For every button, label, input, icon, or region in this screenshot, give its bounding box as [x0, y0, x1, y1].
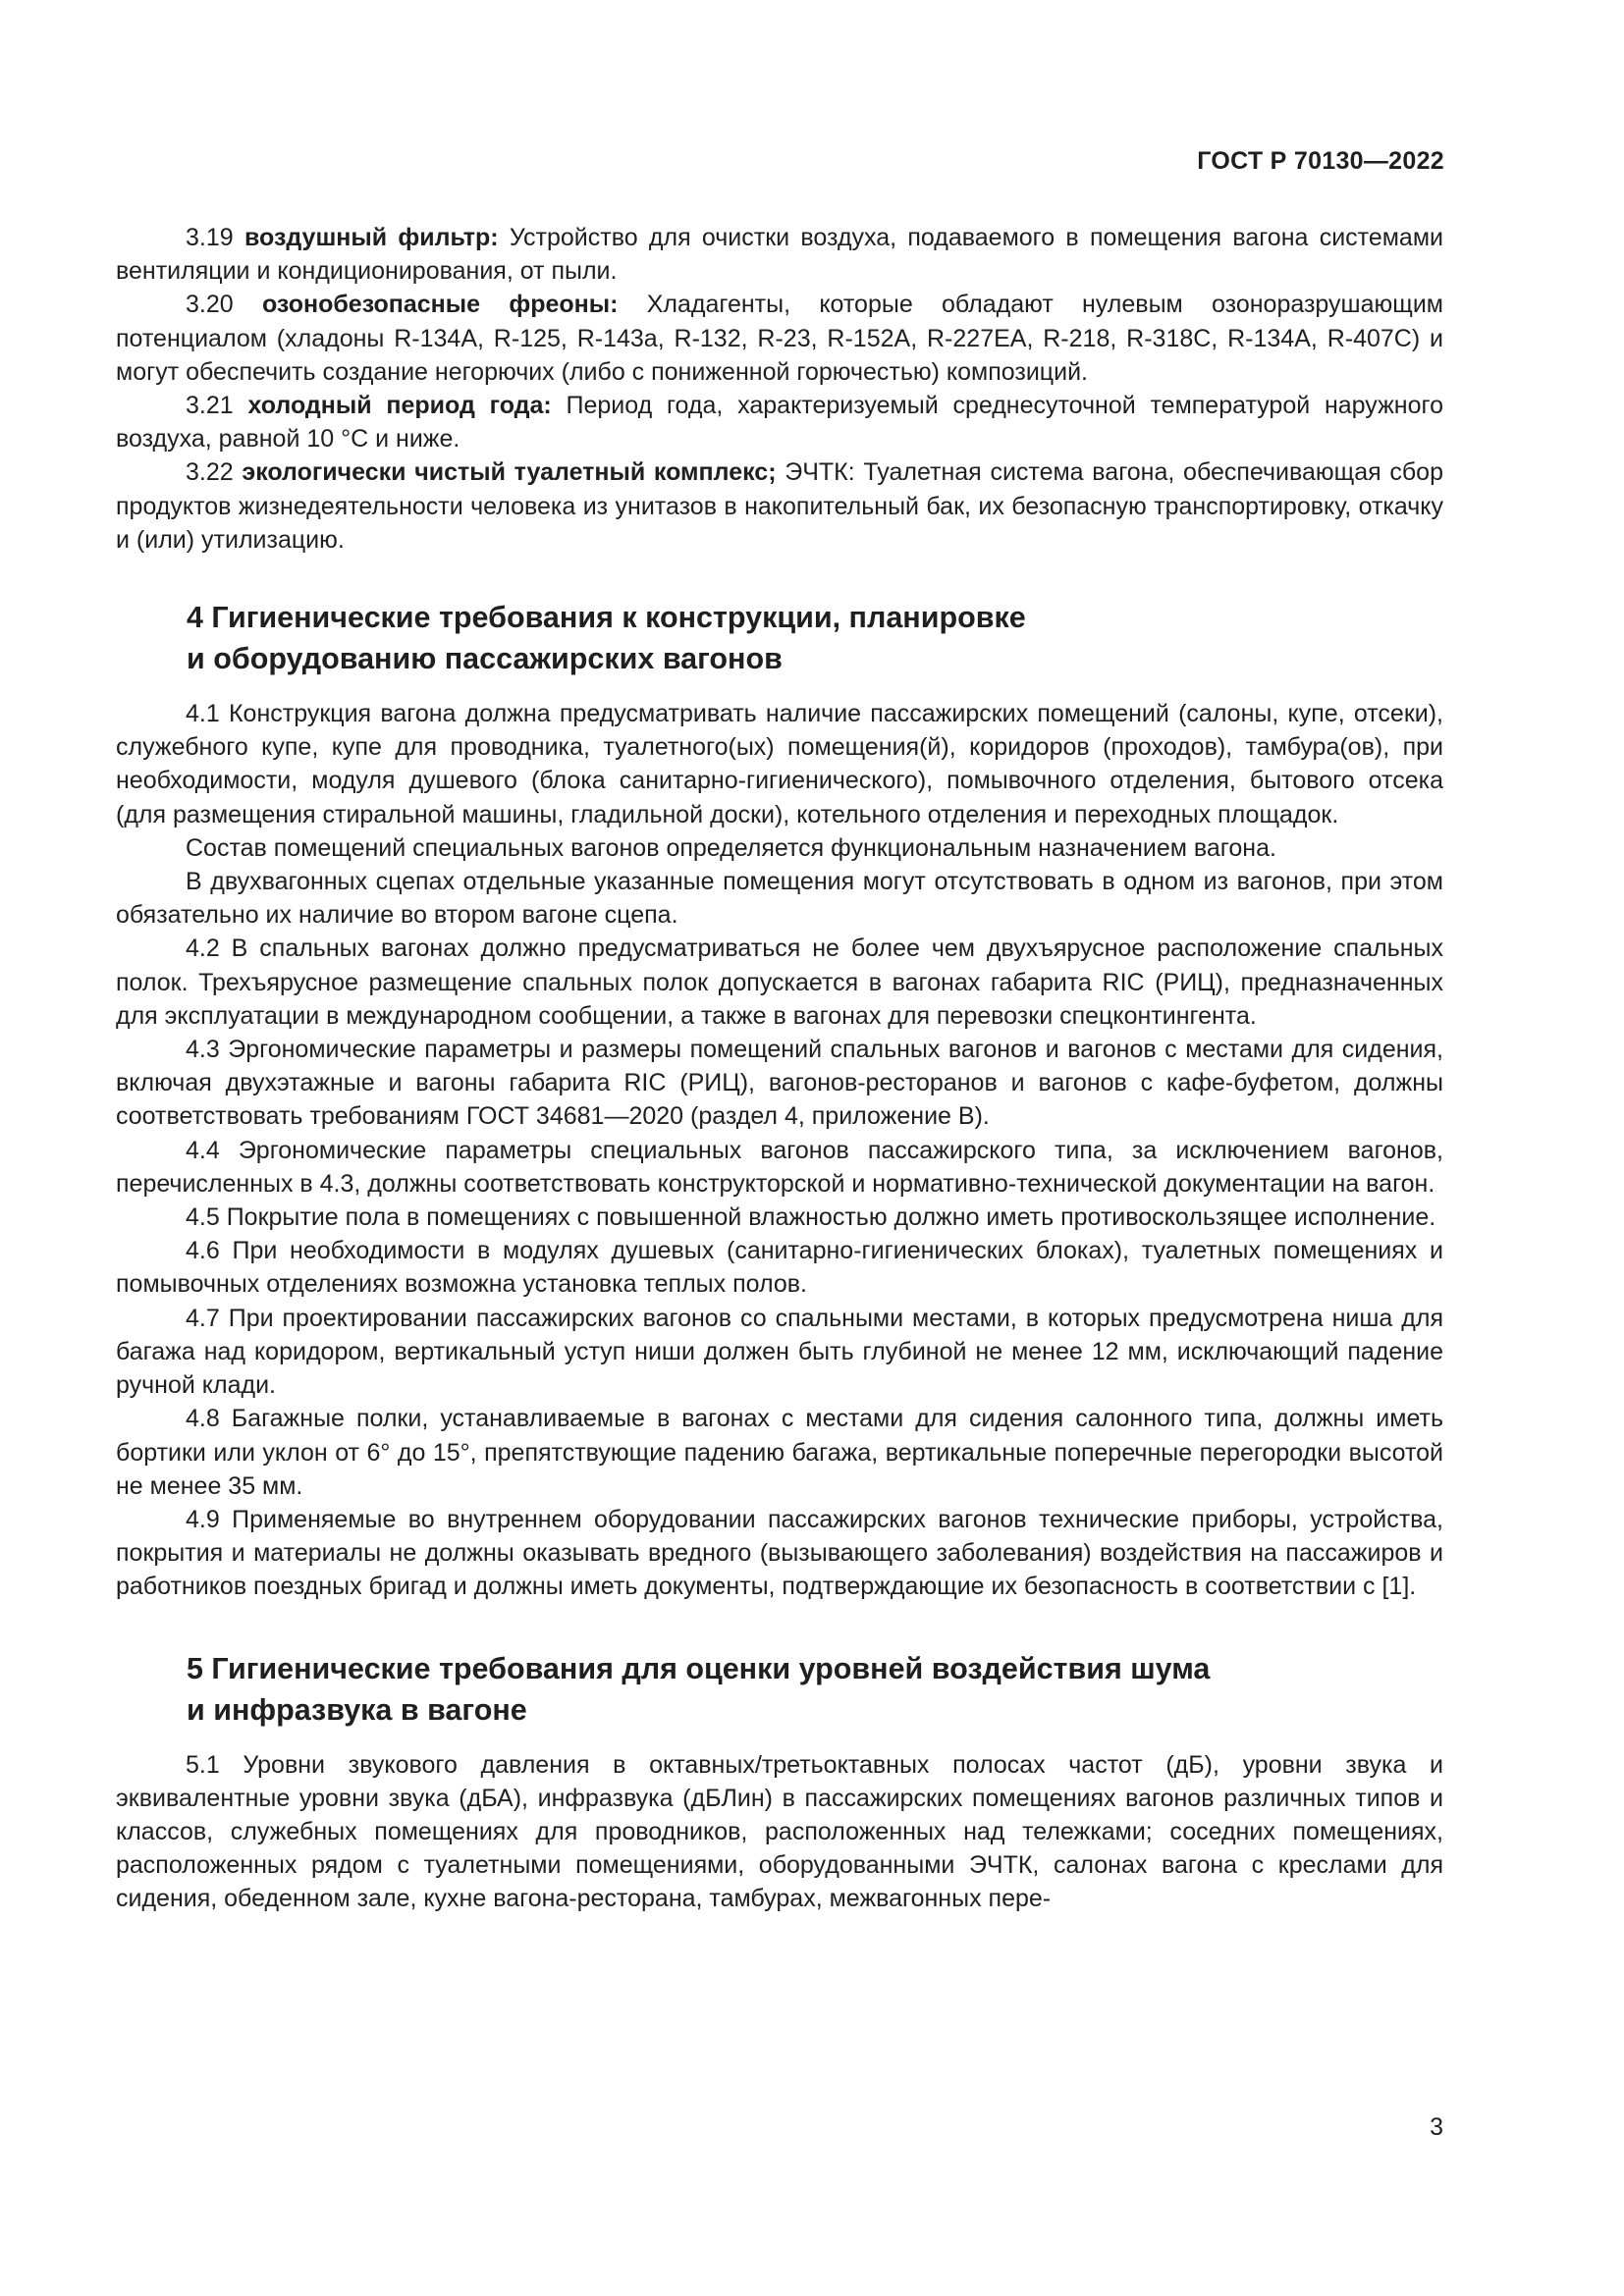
clause-4-1-two-car: В двухвагонных сцепах отдельные указанные помещения могут отсутствовать в одном из вагонов, при этом обязательно их наличие во втором вагоне сцепа. — [116, 868, 1443, 930]
term: экологически чистый туалетный комплекс; — [242, 458, 777, 487]
clause-5-1: 5.1 Уровни звукового давления в октавных/третьоктавных полосах частот (дБ), уровни звука и эквивалентные уровни звука (дБА), инфразвука (дБЛин) в пассажирских помещениях вагонов различных типов и классов, служебных помещениях для проводников, расположенных над тележками; соседних помещениях, расположенных рядом с туалетными помещениями, оборудованными ЭЧТК, салонах вагона с креслами для сидения, обеденном зале, кухне вагона-ресторана, тамбурах, межвагонных пере- — [116, 1750, 1443, 1913]
clause-4-4: 4.4 Эргономические параметры специальных вагонов пассажирского типа, за исключением вагонов, перечисленных в 4.3, должны соответствовать конструкторской и нормативно-технической документации на вагон. — [116, 1136, 1443, 1198]
clause-4-2: 4.2 В спальных вагонах должно предусматриваться не более чем двухъярусное расположение спальных полок. Трехъярусное размещение спальных полок допускается в вагонах габарита RIC (РИЦ), предназначенных для эксплуатации в международном сообщении, а также в вагонах для перевозки спецконтингента. — [116, 934, 1443, 1030]
term: озонобезопасные фреоны: — [261, 291, 619, 319]
definition-3-19: 3.19 воздушный фильтр: Устройство для очистки воздуха, подаваемого в помещения вагона системами вентиляции и кондиционирования, от пыли. — [116, 224, 1443, 286]
clause-4-3: 4.3 Эргономические параметры и размеры помещений спальных вагонов и вагонов с местами для сидения, включая двухэтажные и вагоны габарита RIC (РИЦ), вагонов-ресторанов и вагонов с кафе-буфетом, должны соответствовать требованиям ГОСТ 34681—2020 (раздел 4, приложение В). — [116, 1036, 1443, 1131]
section-4-heading: 4 Гигиенические требования к конструкции, планировке и оборудованию пассажирских вагонов — [187, 601, 1026, 676]
clause-4-5: 4.5 Покрытие пола в помещениях с повышенной влажностью должно иметь противоскользящее исполнение. — [186, 1203, 1436, 1232]
page-content — [116, 221, 1443, 1916]
definition-3-22: 3.22 экологически чистый туалетный комплекс; ЭЧТК: Туалетная система вагона, обеспечивающая сбор продуктов жизнедеятельности человека из унитазов в накопительный бак, их безопасную транспортировку, откачку и (или) утилизацию. — [116, 458, 1443, 554]
definition-3-20: 3.20 озонобезопасные фреоны: Хладагенты, которые обладают нулевым озоноразрушающим потенциалом (хладоны R-134A, R-125, R-143a, R-132, R-23, R-152A, R-227EA, R-218, R-318C, R-134A, R-407C) и могут обеспечить создание негорючих (либо с пониженной горючестью) композиций. — [116, 291, 1443, 386]
clause-4-7: 4.7 При проектировании пассажирских вагонов со спальными местами, в которых предусмотрена ниша для багажа над коридором, вертикальный уступ ниши должен быть глубиной не менее 12 мм, исключающий падение ручной клади. — [116, 1304, 1443, 1400]
document-code: ГОСТ Р 70130—2022 — [1197, 147, 1444, 175]
clause-4-9: 4.9 Применяемые во внутреннем оборудовании пассажирских вагонов технические приборы, устройства, покрытия и материалы не должны оказывать вредного (вызывающего заболевания) воздействия на пассажиров и работников поездных бригад и должны иметь документы, подтверждающие их безопасность в соответствии с [1]. — [116, 1505, 1443, 1601]
clause-4-6: 4.6 При необходимости в модулях душевых (санитарно-гигиенических блоках), туалетных помещениях и помывочных отделениях возможна установка теплых полов. — [116, 1237, 1443, 1299]
term: воздушный фильтр: — [244, 224, 499, 251]
definition-3-21: 3.21 холодный период года: Период года, характеризуемый среднесуточной температурой наружного воздуха, равной 10 °С и ниже. — [116, 392, 1443, 454]
clause-4-8: 4.8 Багажные полки, устанавливаемые в вагонах с местами для сидения салонного типа, должны иметь бортики или уклон от 6° до 15°, препятствующие падению багажа, вертикальные поперечные перегородки высотой не менее 35 мм. — [116, 1405, 1443, 1500]
page-number: 3 — [1430, 2113, 1443, 2141]
term: холодный период года: — [247, 392, 552, 420]
clause-4-1-composition: Состав помещений специальных вагонов определяется функциональным назначением вагона. — [186, 833, 1276, 862]
section-5-heading: 5 Гигиенические требования для оценки уровней воздействия шума и инфразвука в вагоне — [187, 1651, 1211, 1727]
clause-4-1: 4.1 Конструкция вагона должна предусматривать наличие пассажирских помещений (салоны, купе, отсеки), служебного купе, купе для проводника, туалетного(ых) помещения(й), коридоров (проходов), тамбура(ов), при необходимости, модуля душевого (блока санитарно-гигиенического), помывочного отделения, бытового отсека (для размещения стиральной машины, гладильной доски), котельного отделения и переходных площадок. — [116, 700, 1443, 828]
